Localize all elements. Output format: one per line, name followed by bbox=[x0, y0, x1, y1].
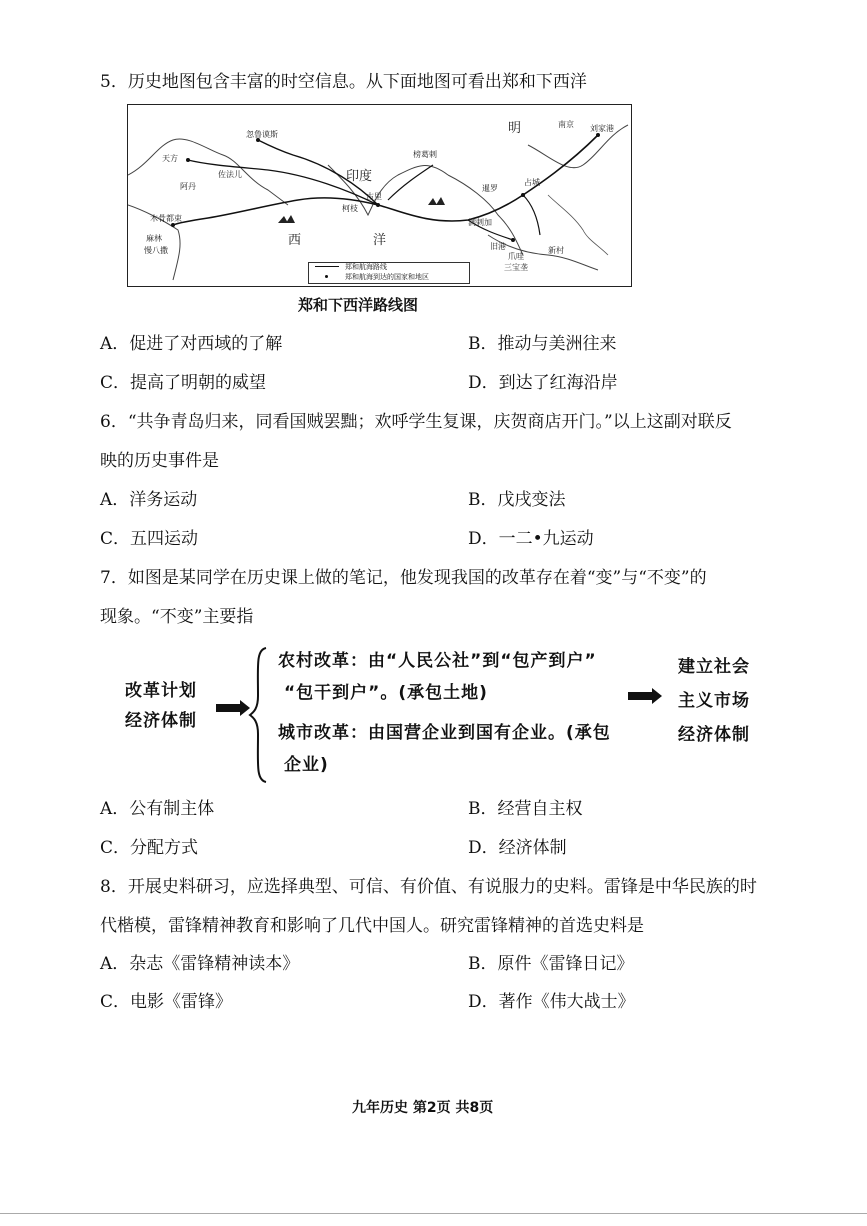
map-label-zhancheng: 占城 bbox=[524, 178, 540, 187]
map-label-manbasa: 慢八撒 bbox=[144, 246, 168, 255]
map-label-hulumosi: 忽鲁谟斯 bbox=[246, 130, 278, 139]
q6-option-d[interactable]: D．一二•九运动 bbox=[468, 529, 594, 549]
legend-route-swatch bbox=[315, 266, 339, 267]
bottom-rule bbox=[0, 1213, 867, 1214]
legend-place-swatch bbox=[325, 275, 328, 278]
ship-icon-west bbox=[278, 215, 295, 223]
map-label-nanjing: 南京 bbox=[558, 120, 574, 129]
note-mid-line2: “包干到户”。(承包土地) bbox=[284, 683, 488, 703]
place-dot bbox=[186, 158, 190, 162]
map-label-yang: 洋 bbox=[373, 233, 387, 248]
note-left-line1: 改革计划 bbox=[125, 681, 197, 701]
map-label-ming: 明 bbox=[508, 121, 522, 136]
map-label-zhaowa: 爪哇 bbox=[508, 252, 524, 261]
map-label-yindu: 印度 bbox=[346, 169, 373, 184]
q5-option-a[interactable]: A．促进了对西域的了解 bbox=[100, 334, 283, 354]
map-label-sanbailong: 三宝垄 bbox=[504, 263, 528, 272]
map-label-guli: 古里 bbox=[366, 192, 382, 201]
q8-stem-line2: 代楷模，雷锋精神教育和影响了几代中国人。研究雷锋精神的首选史料是 bbox=[100, 916, 644, 936]
note-mid-line3: 城市改革：由国营企业到国有企业。(承包 bbox=[278, 723, 611, 743]
legend-place-label: 郑和航海到达的国家和地区 bbox=[345, 273, 429, 281]
q5-option-d[interactable]: D．到达了红海沿岸 bbox=[468, 373, 618, 393]
map-legend bbox=[308, 262, 470, 284]
q7-option-a[interactable]: A．公有制主体 bbox=[100, 799, 215, 819]
q6-option-b[interactable]: B．戊戌变法 bbox=[468, 490, 566, 510]
q6-option-a[interactable]: A．洋务运动 bbox=[100, 490, 198, 510]
note-right-line3: 经济体制 bbox=[678, 725, 750, 745]
q7-option-b[interactable]: B．经营自主权 bbox=[468, 799, 583, 819]
map-label-liujia: 刘家港 bbox=[590, 124, 614, 133]
voyage-route-map bbox=[127, 104, 632, 287]
map-caption: 郑和下西洋路线图 bbox=[298, 296, 419, 314]
q5-option-c[interactable]: C．提高了明朝的威望 bbox=[100, 373, 267, 393]
left-brace-icon bbox=[248, 646, 270, 784]
q8-option-b[interactable]: B．原件《雷锋日记》 bbox=[468, 954, 634, 974]
map-label-jiugang: 旧港 bbox=[490, 242, 506, 251]
place-dot bbox=[521, 193, 525, 197]
map-label-xincun: 新村 bbox=[548, 246, 564, 255]
q8-option-d[interactable]: D．著作《伟大战士》 bbox=[468, 992, 635, 1012]
map-label-zufaer: 佐法儿 bbox=[218, 170, 242, 179]
note-mid-line4: 企业) bbox=[284, 755, 329, 775]
page-footer: 九年历史 第2页 共8页 bbox=[352, 1100, 494, 1116]
place-dot bbox=[376, 203, 380, 207]
place-dot bbox=[511, 238, 515, 242]
note-right-line1: 建立社会 bbox=[678, 657, 750, 677]
map-label-mugudushu: 木骨都束 bbox=[150, 214, 182, 223]
q8-stem-line1: 8．开展史料研习，应选择典型、可信、有价值、有说服力的史料。雷锋是中华民族的时 bbox=[100, 877, 757, 897]
map-label-tianfang: 天方 bbox=[162, 154, 178, 163]
arrow-right-icon bbox=[626, 686, 666, 706]
q7-option-d[interactable]: D．经济体制 bbox=[468, 838, 567, 858]
note-mid-line1: 农村改革：由“人民公社”到“包产到户” bbox=[278, 651, 597, 671]
map-label-xi: 西 bbox=[288, 233, 302, 248]
q7-option-c[interactable]: C．分配方式 bbox=[100, 838, 199, 858]
q6-option-c[interactable]: C．五四运动 bbox=[100, 529, 199, 549]
q8-option-a[interactable]: A．杂志《雷锋精神读本》 bbox=[100, 954, 300, 974]
q6-stem-line1: 6．“共争青岛归来，同看国贼罢黜；欢呼学生复课，庆贺商店开门。”以上这副对联反 bbox=[100, 412, 732, 432]
q5-stem: 5．历史地图包含丰富的时空信息。从下面地图可看出郑和下西洋 bbox=[100, 72, 587, 92]
map-label-malin: 麻林 bbox=[146, 234, 162, 243]
q7-stem-line2: 现象。“不变”主要指 bbox=[100, 607, 254, 627]
map-label-kezhi: 柯枝 bbox=[342, 204, 358, 213]
q8-option-c[interactable]: C．电影《雷锋》 bbox=[100, 992, 233, 1012]
route-to-bengal bbox=[388, 165, 433, 200]
note-right-line2: 主义市场 bbox=[678, 691, 750, 711]
q7-stem-line1: 7．如图是某同学在历史课上做的笔记，他发现我国的改革存在着“变”与“不变”的 bbox=[100, 568, 707, 588]
map-label-bangela: 榜葛剌 bbox=[413, 150, 437, 159]
q5-option-b[interactable]: B．推动与美洲往来 bbox=[468, 334, 617, 354]
ship-icon-east bbox=[428, 197, 445, 205]
map-label-manlajia: 满剌加 bbox=[468, 218, 492, 227]
reform-notes-diagram bbox=[0, 640, 867, 790]
arabia-coast bbox=[128, 139, 288, 205]
note-left-line2: 经济体制 bbox=[125, 711, 197, 731]
map-label-adan: 阿丹 bbox=[180, 182, 196, 191]
q6-stem-line2: 映的历史事件是 bbox=[100, 451, 219, 471]
map-label-xianluo: 暹罗 bbox=[482, 184, 498, 193]
legend-route-label: 郑和航海路线 bbox=[345, 263, 387, 271]
route-to-palembang bbox=[523, 195, 540, 235]
